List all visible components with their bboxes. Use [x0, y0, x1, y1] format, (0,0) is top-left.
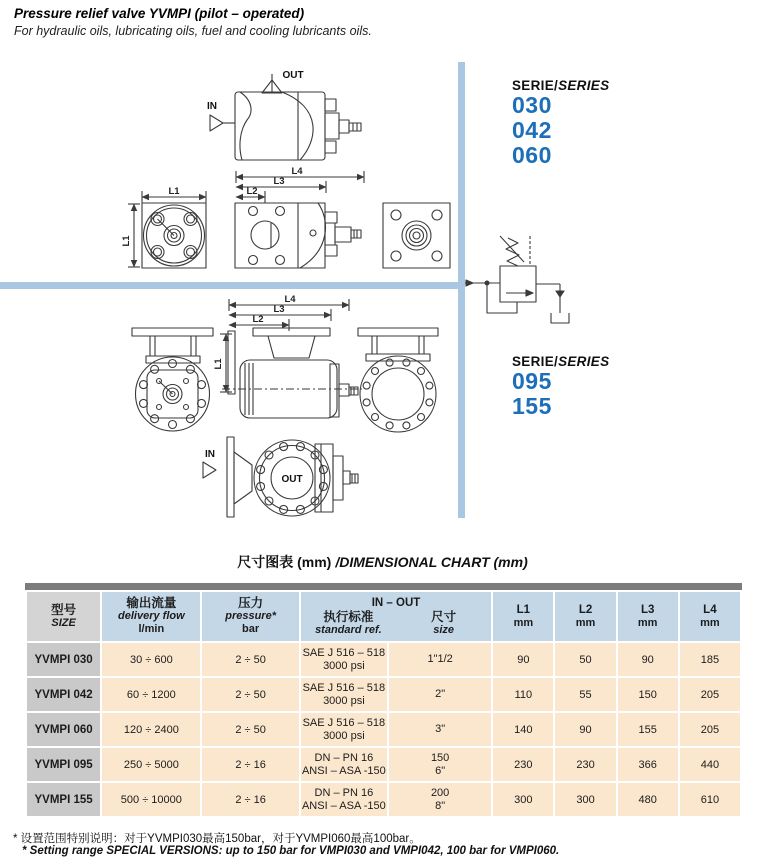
l2-cell: 90 [555, 713, 615, 746]
dim-l4-label: L4 [284, 294, 296, 305]
standard-cell: SAE J 516 – 518 3000 psi [301, 713, 387, 746]
series-number: 060 [512, 142, 552, 168]
header-standard: 执行标准 standard ref. [315, 610, 382, 636]
standard-cell: DN – PN 16 ANSI – ASA -150 [301, 748, 387, 781]
series-label-serie: SERIE/ [512, 78, 559, 93]
l1-cell: 140 [493, 713, 553, 746]
in-label: IN [207, 101, 217, 112]
tank-icon [551, 313, 569, 323]
size-cell: 1"1/2 [389, 643, 491, 676]
header-l4: L4 mm [680, 592, 740, 641]
size-cell: 200 8" [389, 783, 491, 816]
l3-cell: 90 [618, 643, 678, 676]
table-row [27, 783, 740, 816]
l1-cell: 90 [493, 643, 553, 676]
model-cell: YVMPI 095 [27, 748, 100, 781]
drawing-side-view-small [235, 203, 361, 268]
series-label-serie: SERIE/ [512, 354, 559, 369]
l4-cell: 185 [680, 643, 740, 676]
series-number: 155 [512, 393, 552, 419]
dimension-lines-upper [121, 166, 364, 267]
l3-cell: 150 [618, 678, 678, 711]
in-arrow-icon [210, 115, 223, 131]
table-top-bar [25, 583, 742, 590]
series-number: 095 [512, 368, 552, 394]
series-block-2 [512, 354, 609, 419]
size-cell: 150 6" [389, 748, 491, 781]
table-row [27, 678, 740, 711]
drain-icon [556, 291, 564, 297]
drawing-bottom-view [203, 437, 358, 517]
out-label: OUT [282, 70, 304, 81]
chart-title [0, 552, 765, 572]
drawing-flanged-rear-view [358, 328, 438, 432]
series-label-series: SERIES [558, 354, 610, 369]
model-cell: YVMPI 030 [27, 643, 100, 676]
l1-cell: 300 [493, 783, 553, 816]
l2-cell: 300 [555, 783, 615, 816]
header-l3: L3 mm [618, 592, 678, 641]
l4-cell: 205 [680, 678, 740, 711]
in-label: IN [205, 449, 215, 460]
model-cell: YVMPI 042 [27, 678, 100, 711]
header-l1: L1 mm [493, 592, 553, 641]
l4-cell: 610 [680, 783, 740, 816]
chart-title-en: /DIMENSIONAL CHART (mm) [335, 554, 528, 570]
out-label: OUT [281, 474, 303, 485]
dimension-lines-lower [213, 294, 349, 392]
dim-l3-label: L3 [273, 304, 285, 315]
dim-l1-label: L1 [168, 186, 180, 197]
flow-cell: 250 ÷ 5000 [102, 748, 200, 781]
page-subtitle: For hydraulic oils, lubricating oils, fuel and cooling lubricants oils. [14, 24, 372, 38]
l4-cell: 440 [680, 748, 740, 781]
header-size: 尺寸 size [431, 610, 457, 636]
standard-cell: SAE J 516 – 518 3000 psi [301, 678, 387, 711]
standard-cell: DN – PN 16 ANSI – ASA -150 [301, 783, 387, 816]
dim-l2-label: L2 [252, 314, 264, 325]
l2-cell: 230 [555, 748, 615, 781]
chart-title-cn: 尺寸图表 (mm) [237, 554, 332, 570]
page-title: Pressure relief valve YVMPI (pilot – operated) [14, 6, 305, 21]
l3-cell: 366 [618, 748, 678, 781]
series-label [512, 354, 609, 369]
series-number: 042 [512, 117, 552, 143]
drawing-flanged-side-view [222, 328, 362, 418]
pressure-cell: 2 ÷ 50 [202, 643, 298, 676]
dim-l1-vertical-label: L1 [121, 235, 132, 247]
header-in-out: IN – OUT 执行标准 standard ref. 尺寸 size [301, 592, 492, 641]
l2-cell: 50 [555, 643, 615, 676]
dim-l3-label: L3 [273, 176, 285, 187]
pressure-cell: 2 ÷ 16 [202, 783, 298, 816]
flow-cell: 120 ÷ 2400 [102, 713, 200, 746]
drawing-front-flange-small [142, 203, 206, 268]
l4-cell: 205 [680, 713, 740, 746]
pressure-cell: 2 ÷ 50 [202, 678, 298, 711]
l1-cell: 230 [493, 748, 553, 781]
l3-cell: 155 [618, 713, 678, 746]
series-label [512, 78, 609, 93]
drawing-rear-flange-small [383, 203, 450, 268]
table-row [27, 748, 740, 781]
table-row [27, 643, 740, 676]
model-cell: YVMPI 060 [27, 713, 100, 746]
l1-cell: 110 [493, 678, 553, 711]
standard-cell: SAE J 516 – 518 3000 psi [301, 643, 387, 676]
model-cell: YVMPI 155 [27, 783, 100, 816]
l3-cell: 480 [618, 783, 678, 816]
pressure-cell: 2 ÷ 16 [202, 748, 298, 781]
flow-cell: 30 ÷ 600 [102, 643, 200, 676]
series-block-1 [512, 78, 609, 168]
table-header-row [27, 592, 740, 641]
series-label-series: SERIES [558, 78, 610, 93]
l2-cell: 55 [555, 678, 615, 711]
dim-l2-label: L2 [246, 186, 258, 197]
pressure-cell: 2 ÷ 50 [202, 713, 298, 746]
dim-l1-vertical-label: L1 [213, 358, 224, 370]
spring-icon [506, 238, 519, 266]
header-model: 型号 SIZE [27, 592, 100, 641]
table-row [27, 713, 740, 746]
flow-cell: 60 ÷ 1200 [102, 678, 200, 711]
in-arrow-icon [203, 462, 216, 478]
footnote-cn: * 设置范围特别说明：对于YVMPI030最高150bar，对于YVMPI060最高100bar。 [13, 833, 421, 845]
header-l2: L2 mm [555, 592, 615, 641]
dim-l4-label: L4 [291, 166, 303, 177]
drawing-top-side-view [207, 70, 361, 160]
series-number: 030 [512, 92, 552, 118]
size-cell: 2" [389, 678, 491, 711]
footnote-en: * Setting range SPECIAL VERSIONS: up to 150 bar for VMPI030 and VMPI042, 100 bar for VMPI060. [22, 845, 560, 857]
hydraulic-symbol [465, 236, 569, 323]
header-pressure: 压力 pressure* bar [202, 592, 298, 641]
dimensional-chart-table [25, 583, 742, 818]
header-flow: 输出流量 delivery flow l/min [102, 592, 200, 641]
drawing-flanged-front-view [132, 328, 213, 431]
size-cell: 3" [389, 713, 491, 746]
flow-cell: 500 ÷ 10000 [102, 783, 200, 816]
